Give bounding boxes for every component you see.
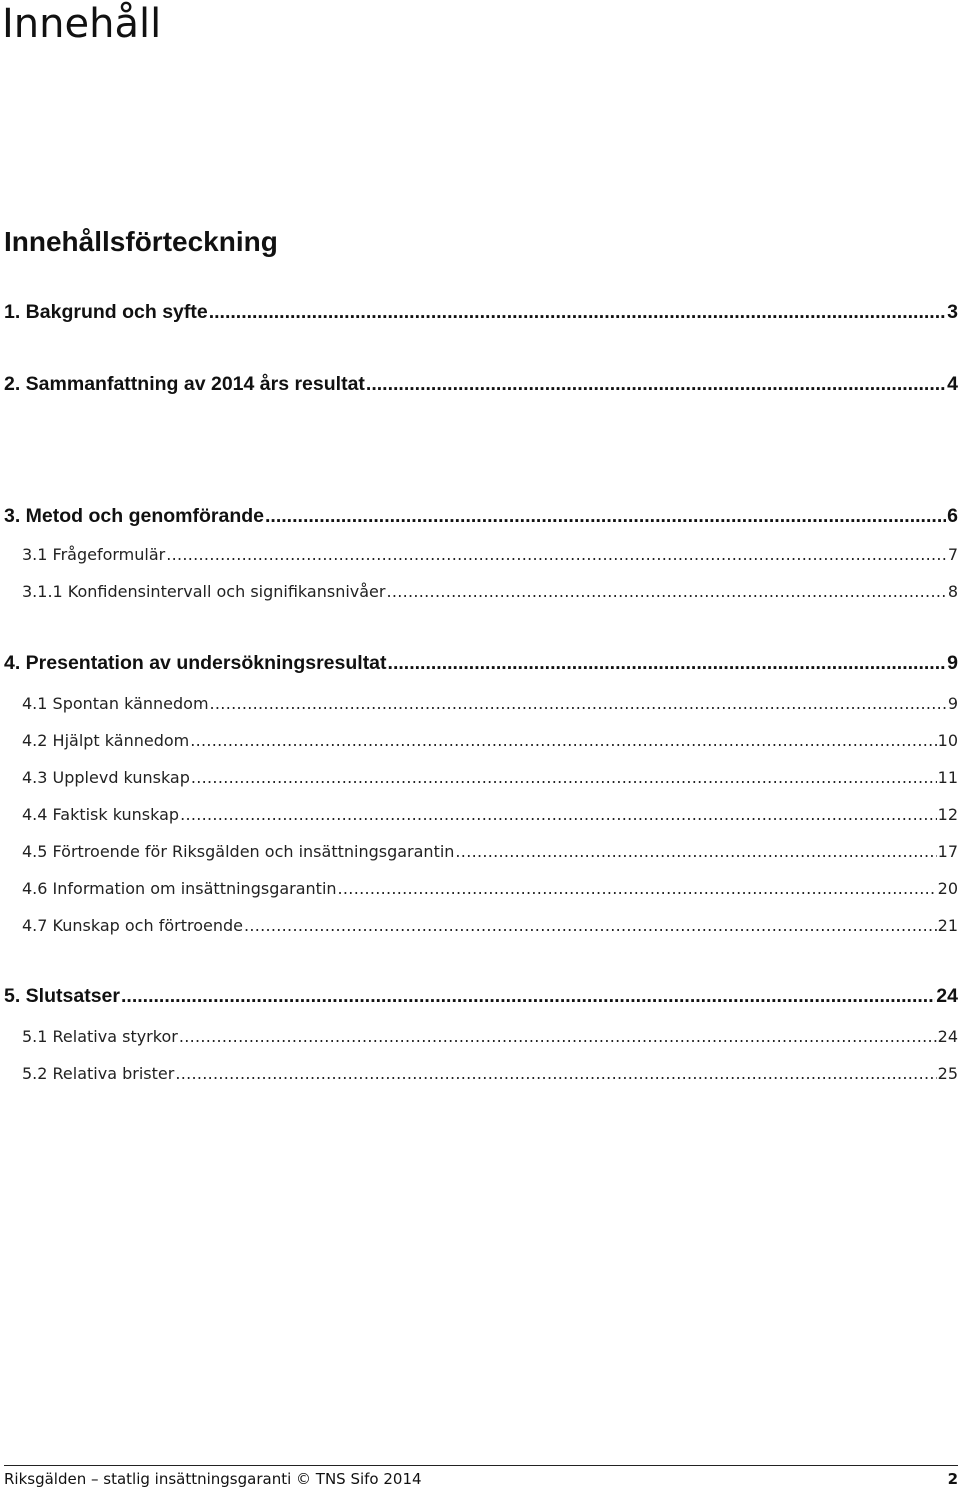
dot-leader bbox=[388, 649, 947, 677]
dot-leader bbox=[175, 1060, 936, 1088]
toc-entry-label: 4.5 Förtroende för Riksgälden och insättningsgarantin bbox=[22, 842, 455, 861]
toc-entry-label: 4.3 Upplevd kunskap bbox=[22, 768, 190, 787]
toc-entry-page: 24 bbox=[937, 1027, 958, 1046]
toc-entry-page: 3 bbox=[947, 301, 958, 323]
dot-leader bbox=[190, 727, 936, 755]
toc-entry-3[interactable] bbox=[4, 502, 958, 530]
toc-entry-4-7[interactable] bbox=[22, 912, 958, 940]
dot-leader bbox=[386, 578, 946, 606]
footer-divider bbox=[4, 1465, 958, 1466]
toc-entry-4-4[interactable] bbox=[22, 801, 958, 829]
toc-entry-label: 4.1 Spontan kännedom bbox=[22, 694, 209, 713]
toc-entry-4-5[interactable] bbox=[22, 838, 958, 866]
toc-entry-3-1[interactable] bbox=[22, 541, 958, 569]
toc-heading: Innehållsförteckning bbox=[4, 226, 278, 257]
footer-text: Riksgälden – statlig insättningsgaranti © TNS Sifo 2014 bbox=[4, 1470, 422, 1488]
toc-entry-page: 9 bbox=[947, 652, 958, 674]
dot-leader bbox=[180, 801, 937, 829]
dot-leader bbox=[265, 502, 946, 530]
toc-entry-page: 11 bbox=[937, 768, 958, 787]
toc-entry-4-1[interactable] bbox=[22, 690, 958, 718]
dot-leader bbox=[338, 875, 937, 903]
dot-leader bbox=[366, 370, 946, 398]
toc-entry-label: 4.6 Information om insättningsgarantin bbox=[22, 879, 337, 898]
toc-entry-label: 3.1.1 Konfidensintervall och signifikansnivåer bbox=[22, 582, 386, 601]
toc-entry-page: 8 bbox=[947, 582, 958, 601]
dot-leader bbox=[244, 912, 937, 940]
dot-leader bbox=[191, 764, 937, 792]
toc-entry-5[interactable] bbox=[4, 982, 958, 1010]
toc-entry-5-2[interactable] bbox=[22, 1060, 958, 1088]
toc-entry-page: 9 bbox=[947, 694, 958, 713]
toc-entry-page: 7 bbox=[947, 545, 958, 564]
toc-entry-page: 21 bbox=[937, 916, 958, 935]
dot-leader bbox=[166, 541, 947, 569]
toc-entry-label: 5.1 Relativa styrkor bbox=[22, 1027, 178, 1046]
toc-entry-page: 24 bbox=[936, 985, 958, 1007]
page-footer bbox=[4, 1468, 958, 1490]
toc-entry-label: 1. Bakgrund och syfte bbox=[4, 301, 208, 323]
toc-entry-label: 4. Presentation av undersökningsresultat bbox=[4, 652, 387, 674]
toc-entry-5-1[interactable] bbox=[22, 1023, 958, 1051]
toc-entry-3-1-1[interactable] bbox=[22, 578, 958, 606]
toc-entry-label: 4.2 Hjälpt kännedom bbox=[22, 731, 190, 750]
toc-entry-label: 5. Slutsatser bbox=[4, 985, 120, 1007]
toc-entry-2[interactable] bbox=[4, 370, 958, 398]
toc-entry-page: 12 bbox=[937, 805, 958, 824]
toc-entry-label: 4.7 Kunskap och förtroende bbox=[22, 916, 243, 935]
toc-entry-4-2[interactable] bbox=[22, 727, 958, 755]
toc-entry-label: 3.1 Frågeformulär bbox=[22, 545, 166, 564]
toc-entry-4[interactable] bbox=[4, 649, 958, 677]
toc-entry-label: 5.2 Relativa brister bbox=[22, 1064, 175, 1083]
dot-leader bbox=[455, 838, 936, 866]
toc-entry-page: 20 bbox=[937, 879, 958, 898]
dot-leader bbox=[179, 1023, 937, 1051]
footer-page-number: 2 bbox=[947, 1470, 958, 1488]
toc-entry-label: 4.4 Faktisk kunskap bbox=[22, 805, 180, 824]
page-title: Innehåll bbox=[2, 1, 162, 47]
dot-leader bbox=[121, 982, 935, 1010]
toc-entry-page: 25 bbox=[937, 1064, 958, 1083]
toc-entry-page: 6 bbox=[947, 505, 958, 527]
toc-entry-label: 2. Sammanfattning av 2014 års resultat bbox=[4, 373, 365, 395]
toc-entry-page: 10 bbox=[937, 731, 958, 750]
toc-entry-1[interactable] bbox=[4, 298, 958, 326]
dot-leader bbox=[209, 298, 946, 326]
toc-entry-page: 17 bbox=[937, 842, 958, 861]
dot-leader bbox=[210, 690, 947, 718]
toc-entry-4-6[interactable] bbox=[22, 875, 958, 903]
toc-entry-4-3[interactable] bbox=[22, 764, 958, 792]
toc-entry-label: 3. Metod och genomförande bbox=[4, 505, 265, 527]
toc-entry-page: 4 bbox=[947, 373, 958, 395]
